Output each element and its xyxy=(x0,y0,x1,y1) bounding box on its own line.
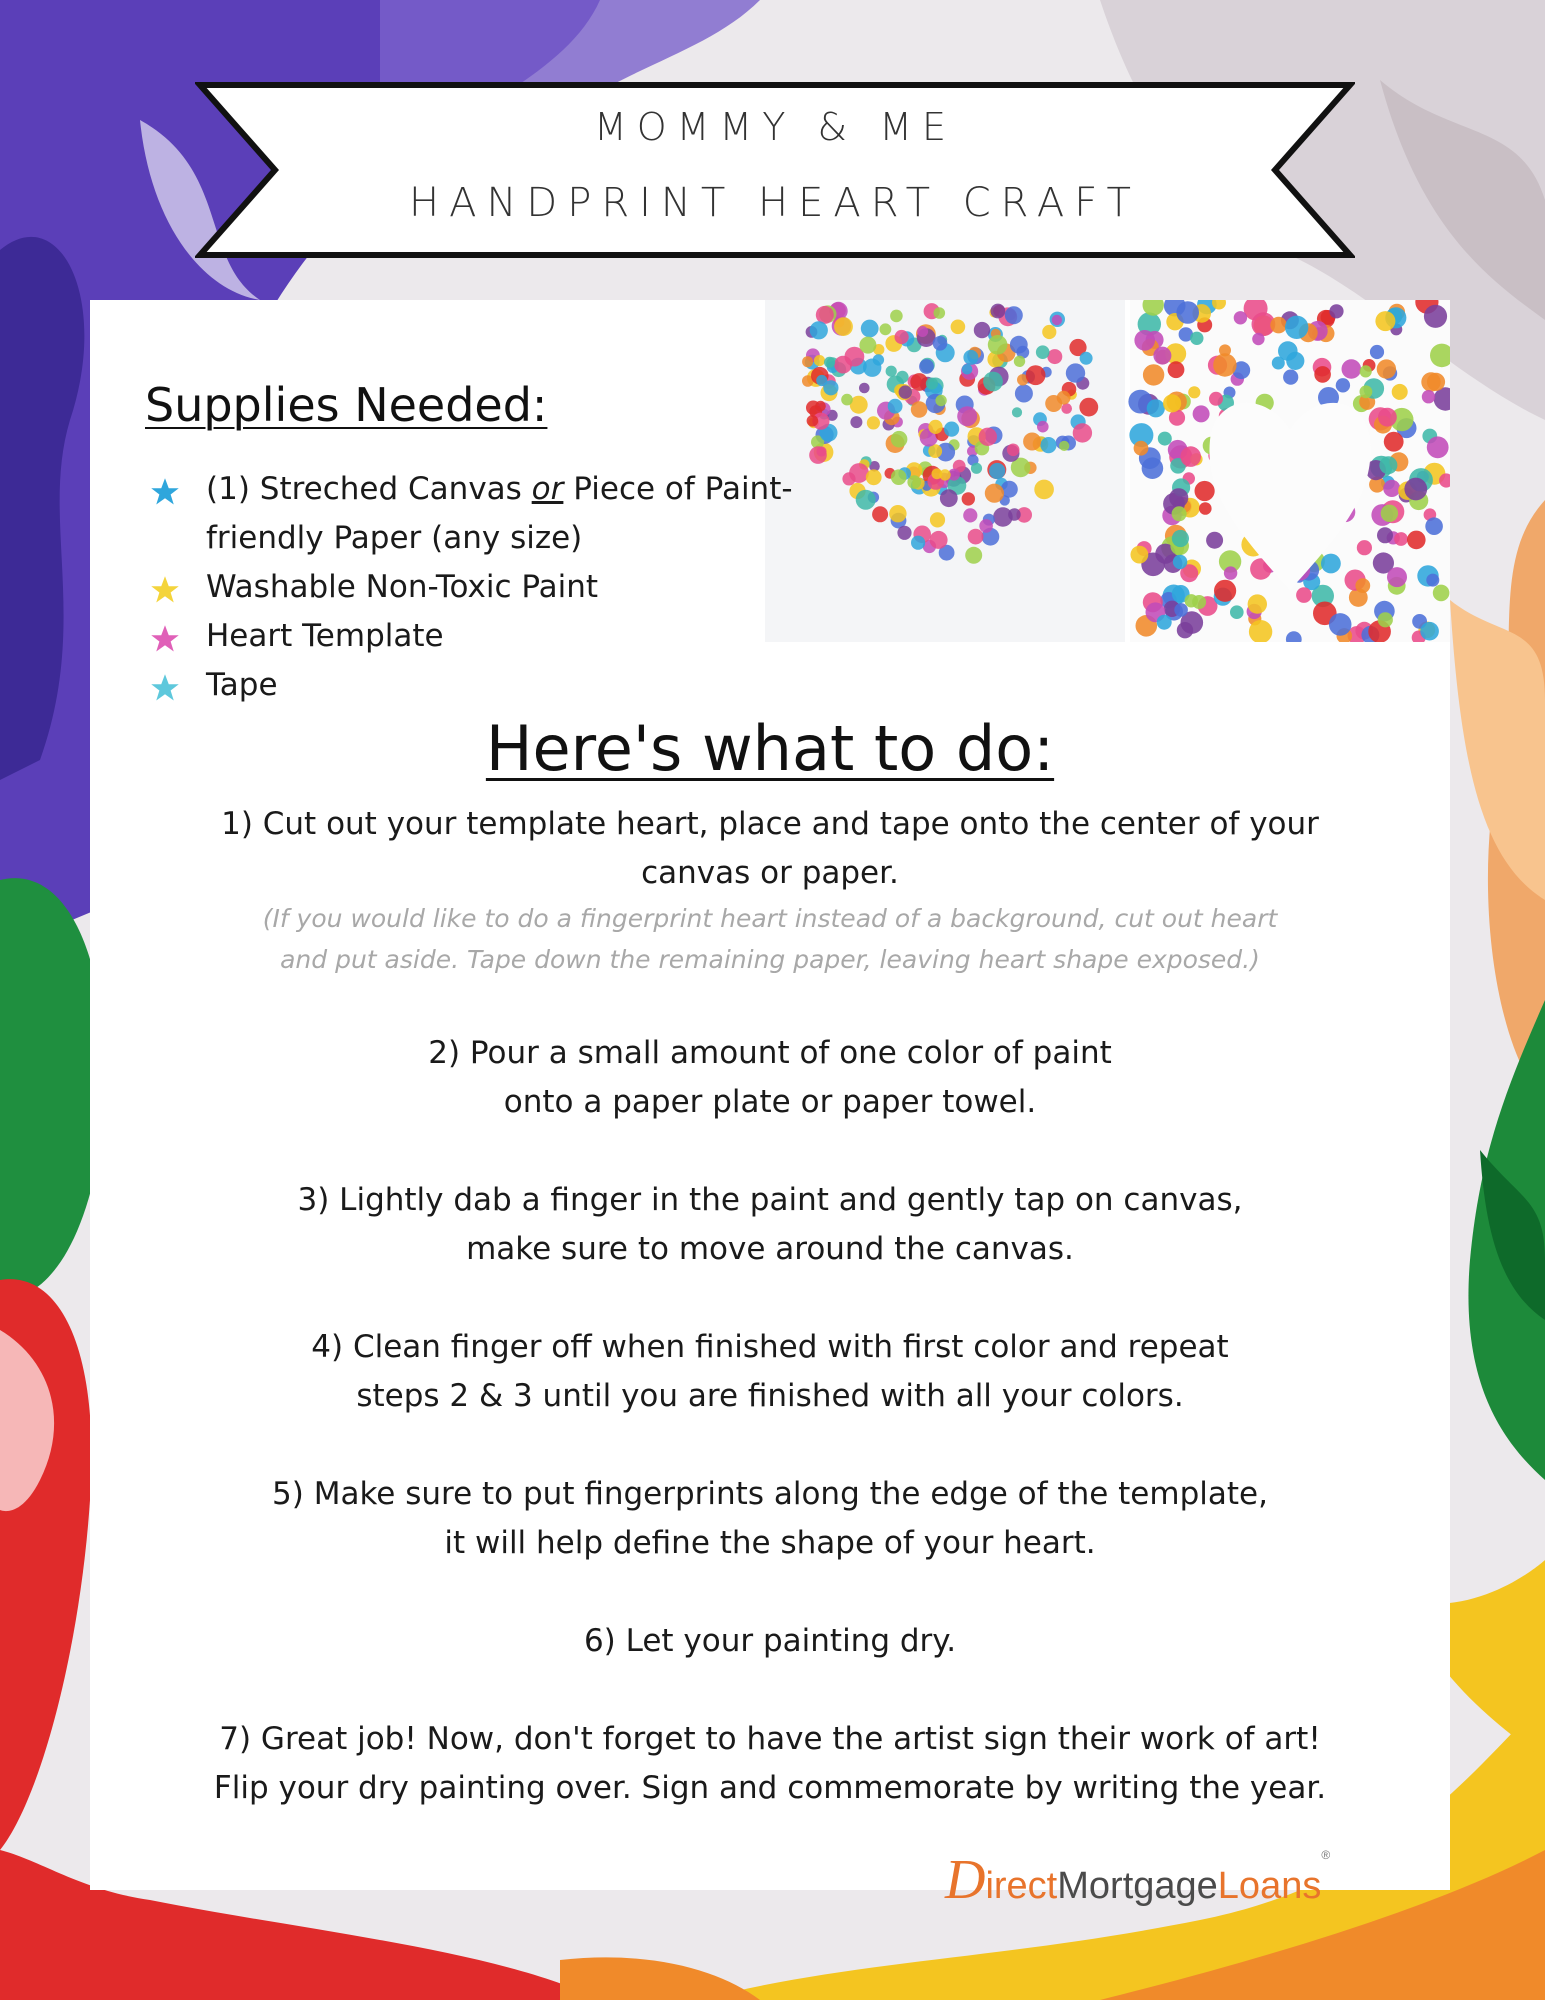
paint-dot xyxy=(899,385,912,398)
paint-dot xyxy=(802,356,813,367)
paint-dot xyxy=(979,519,993,533)
paint-dot xyxy=(957,406,977,426)
paint-dot xyxy=(1230,605,1244,619)
supply-item xyxy=(150,612,906,661)
paint-dot xyxy=(1142,457,1164,479)
banner-title-line1: MOMMY & ME xyxy=(593,105,957,149)
paint-dot xyxy=(1387,567,1407,587)
paint-dot xyxy=(1383,480,1400,497)
paint-dot xyxy=(1177,622,1193,638)
paint-dot xyxy=(1073,423,1092,442)
paint-dot xyxy=(1420,622,1439,641)
paint-dot xyxy=(1427,373,1445,391)
paint-dot xyxy=(1169,488,1188,507)
paint-dot xyxy=(1404,478,1427,501)
paint-dot xyxy=(1005,306,1023,324)
paint-dot xyxy=(1425,517,1443,535)
paint-dot xyxy=(965,547,982,564)
paint-dot xyxy=(895,330,909,344)
step-2 xyxy=(90,1029,1450,1127)
paint-dot xyxy=(1193,405,1210,422)
step-line: 1) Cut out your template heart, place and tape onto the center of your xyxy=(221,806,1319,842)
paint-dot xyxy=(1157,615,1172,630)
paint-dot xyxy=(1378,612,1393,627)
paint-dot xyxy=(939,469,950,480)
paint-dot xyxy=(867,416,880,429)
instruction-steps xyxy=(90,800,1450,1862)
paint-dot xyxy=(1355,578,1370,593)
paint-dot xyxy=(928,420,942,434)
logo-registered-mark: ® xyxy=(1321,1848,1331,1862)
paint-dot xyxy=(1379,456,1397,474)
paint-dot xyxy=(810,321,828,339)
paint-dot xyxy=(824,357,835,368)
paint-dot xyxy=(1168,361,1185,378)
paint-dot xyxy=(1370,345,1384,359)
paint-dot xyxy=(859,337,876,354)
paint-dot xyxy=(1015,385,1033,403)
logo-word-direct: irect xyxy=(985,1865,1058,1907)
paint-dot xyxy=(933,336,948,351)
paint-dot xyxy=(1234,311,1247,324)
step-note: (If you would like to do a fingerprint heart instead of a background, cut out heart xyxy=(262,904,1278,933)
paint-dot xyxy=(1384,432,1404,452)
paint-dot xyxy=(1199,502,1212,515)
paint-dot xyxy=(963,350,978,365)
logo-d-mark: D xyxy=(945,1849,986,1911)
star-icon xyxy=(150,477,180,507)
paint-dot xyxy=(1342,359,1362,379)
paint-dot xyxy=(1079,398,1098,417)
paint-dot xyxy=(968,529,984,545)
supply-text: Washable Non-Toxic Paint xyxy=(206,569,599,605)
paint-dot xyxy=(1427,436,1449,458)
paint-dot xyxy=(850,416,862,428)
paint-dot xyxy=(807,415,819,427)
paint-dot xyxy=(1394,532,1408,546)
paint-dot xyxy=(1378,408,1397,427)
paint-dot xyxy=(1158,432,1172,446)
paint-dot xyxy=(816,306,834,324)
paint-dot xyxy=(919,359,934,374)
step-note: and put aside. Tape down the remaining paper, leaving heart shape exposed.) xyxy=(280,945,1260,974)
paint-dot xyxy=(1314,366,1331,383)
paint-dot xyxy=(1192,595,1206,609)
paint-dot xyxy=(1052,315,1062,325)
step-line: 3) Lightly dab a finger in the paint and gently tap on canvas, xyxy=(297,1182,1243,1218)
paint-dot xyxy=(888,399,903,414)
paint-dot xyxy=(951,320,966,335)
supply-text-suffix: Piece of Paint-friendly Paper (any size) xyxy=(206,471,793,556)
paint-dot xyxy=(1224,566,1237,579)
step-line: canvas or paper. xyxy=(641,855,899,891)
paint-dot xyxy=(1422,390,1435,403)
supply-item xyxy=(150,661,906,710)
paint-dot xyxy=(1036,345,1050,359)
step-6 xyxy=(90,1617,1450,1666)
paint-dot xyxy=(1131,546,1149,564)
paint-dot xyxy=(988,335,1008,355)
paint-dot xyxy=(962,364,973,375)
supply-text: Heart Template xyxy=(206,618,444,654)
paint-dot xyxy=(971,463,982,474)
paint-dot xyxy=(910,373,928,391)
paint-dot xyxy=(1057,391,1071,405)
paint-dot xyxy=(1026,365,1046,385)
supply-list xyxy=(150,465,906,710)
paint-dot xyxy=(841,394,853,406)
paint-dot xyxy=(1172,506,1187,521)
paint-dot xyxy=(1059,441,1069,451)
paint-dot xyxy=(1047,349,1062,364)
paint-dot xyxy=(1034,480,1054,500)
paint-dot xyxy=(890,310,903,323)
paint-dot xyxy=(1285,316,1308,339)
paint-dot xyxy=(1008,508,1021,521)
paint-dot xyxy=(1360,365,1372,377)
paint-dot xyxy=(1209,392,1223,406)
step-line: steps 2 & 3 until you are finished with all your colors. xyxy=(356,1378,1184,1414)
step-line: it will help define the shape of your heart. xyxy=(444,1525,1096,1561)
paint-dot xyxy=(1329,304,1343,318)
paint-dot xyxy=(1283,370,1298,385)
step-line: 4) Clean finger off when finished with first color and repeat xyxy=(311,1329,1229,1365)
paint-dot xyxy=(991,304,1006,319)
paint-dot xyxy=(1360,385,1373,398)
paint-dot xyxy=(1080,352,1093,365)
paint-dot xyxy=(1023,433,1041,451)
paint-dot xyxy=(1375,311,1395,331)
paint-dot xyxy=(1061,403,1072,414)
logo-word-loans: Loans xyxy=(1217,1865,1322,1907)
paint-dot xyxy=(934,307,946,319)
paint-dot xyxy=(1248,594,1267,613)
paint-dot xyxy=(1134,441,1149,456)
paint-dot xyxy=(1426,574,1439,587)
paint-dot xyxy=(834,356,852,374)
paint-dot xyxy=(1172,530,1189,547)
paint-dot xyxy=(834,317,853,336)
paint-dot xyxy=(930,531,948,549)
supply-item xyxy=(150,563,906,612)
paint-dot xyxy=(859,383,870,394)
paint-dot xyxy=(1007,444,1020,457)
step-line: make sure to move around the canvas. xyxy=(466,1231,1074,1267)
paint-dot xyxy=(974,322,990,338)
paint-dot xyxy=(1014,356,1025,367)
step-7 xyxy=(90,1715,1450,1813)
step-line: onto a paper plate or paper towel. xyxy=(503,1084,1037,1120)
paint-dot xyxy=(1321,554,1341,574)
paint-dot xyxy=(816,375,827,386)
paint-dot xyxy=(1180,446,1201,467)
paint-dot xyxy=(1066,363,1085,382)
step-line: 5) Make sure to put fingerprints along the edge of the template, xyxy=(272,1476,1268,1512)
paint-dot xyxy=(1433,585,1450,602)
step-line: Flip your dry painting over. Sign and commemorate by writing the year. xyxy=(213,1770,1327,1806)
paint-dot xyxy=(1143,364,1164,385)
supply-item xyxy=(150,465,906,563)
paint-dot xyxy=(911,401,928,418)
paint-dot xyxy=(1329,613,1352,636)
paint-dot xyxy=(935,395,946,406)
paint-dot xyxy=(1270,317,1287,334)
paint-dot xyxy=(1174,603,1188,617)
paint-dot xyxy=(863,359,881,377)
direct-mortgage-loans-logo xyxy=(945,1848,1331,1911)
paint-dot xyxy=(983,372,1003,392)
paint-dot xyxy=(815,401,826,412)
paint-dot xyxy=(1392,384,1408,400)
paint-dot xyxy=(1286,352,1304,370)
paint-dot xyxy=(1377,359,1396,378)
supplies-heading: Supplies Needed: xyxy=(145,378,548,432)
paint-dot xyxy=(1163,394,1181,412)
instructions-heading: Here's what to do: xyxy=(485,712,1055,785)
paint-dot xyxy=(940,489,958,507)
paint-dot xyxy=(1040,437,1056,453)
paint-dot xyxy=(1195,481,1215,501)
step-line: 2) Pour a small amount of one color of paint xyxy=(428,1035,1112,1071)
paint-dot xyxy=(1272,357,1285,370)
paint-dot xyxy=(962,492,975,505)
paint-dot xyxy=(1037,421,1049,433)
paint-dot xyxy=(861,320,879,338)
star-icon xyxy=(150,673,180,703)
step-3 xyxy=(90,1176,1450,1274)
paint-dot xyxy=(1147,399,1165,417)
supply-text-emphasis: or xyxy=(531,471,564,507)
paint-dot xyxy=(1188,386,1200,398)
paint-dot xyxy=(926,378,938,390)
paint-dot xyxy=(1407,531,1426,550)
paint-dot xyxy=(1012,407,1022,417)
step-4 xyxy=(90,1323,1450,1421)
paint-dot xyxy=(1190,332,1203,345)
paint-dot xyxy=(979,428,997,446)
supply-text: Tape xyxy=(206,667,278,703)
paint-dot xyxy=(1213,353,1236,376)
paint-dot xyxy=(1010,336,1028,354)
star-icon xyxy=(150,624,180,654)
paint-dot xyxy=(1214,580,1236,602)
paint-dot xyxy=(1424,305,1447,328)
paint-dot xyxy=(1296,587,1312,603)
paint-dot xyxy=(1206,532,1223,549)
paint-dot xyxy=(891,431,908,448)
banner-title-line2: HANDPRINT HEART CRAFT xyxy=(409,180,1141,226)
paint-dot xyxy=(816,446,826,456)
paint-dot xyxy=(1357,540,1372,555)
step-1 xyxy=(90,800,1450,980)
paint-dot xyxy=(1173,555,1187,569)
step-5 xyxy=(90,1470,1450,1568)
paint-dot xyxy=(930,512,945,527)
paint-dot xyxy=(814,355,825,366)
paint-dot xyxy=(989,463,1005,479)
star-icon xyxy=(150,575,180,605)
paint-dot xyxy=(1252,333,1264,345)
supply-text-prefix: (1) Streched Canvas xyxy=(206,471,532,507)
paint-dot xyxy=(1153,347,1171,365)
paint-dot xyxy=(1377,527,1393,543)
step-line: 7) Great job! Now, don't forget to have the artist sign their work of art! xyxy=(219,1721,1321,1757)
paint-dot xyxy=(911,536,925,550)
paint-dot xyxy=(886,366,897,377)
paint-dot xyxy=(1381,505,1398,522)
paint-dot xyxy=(896,371,908,383)
paint-dot xyxy=(944,422,959,437)
paint-dot xyxy=(1042,325,1056,339)
paint-dot xyxy=(963,508,977,522)
paint-dot xyxy=(917,326,928,337)
paint-dot xyxy=(985,484,1004,503)
logo-word-mortgage: Mortgage xyxy=(1057,1865,1218,1907)
paint-dot xyxy=(1134,330,1155,351)
paint-dot xyxy=(1176,301,1199,324)
paint-dot xyxy=(880,323,892,335)
paint-dot xyxy=(1336,378,1350,392)
step-line: 6) Let your painting dry. xyxy=(583,1623,957,1659)
